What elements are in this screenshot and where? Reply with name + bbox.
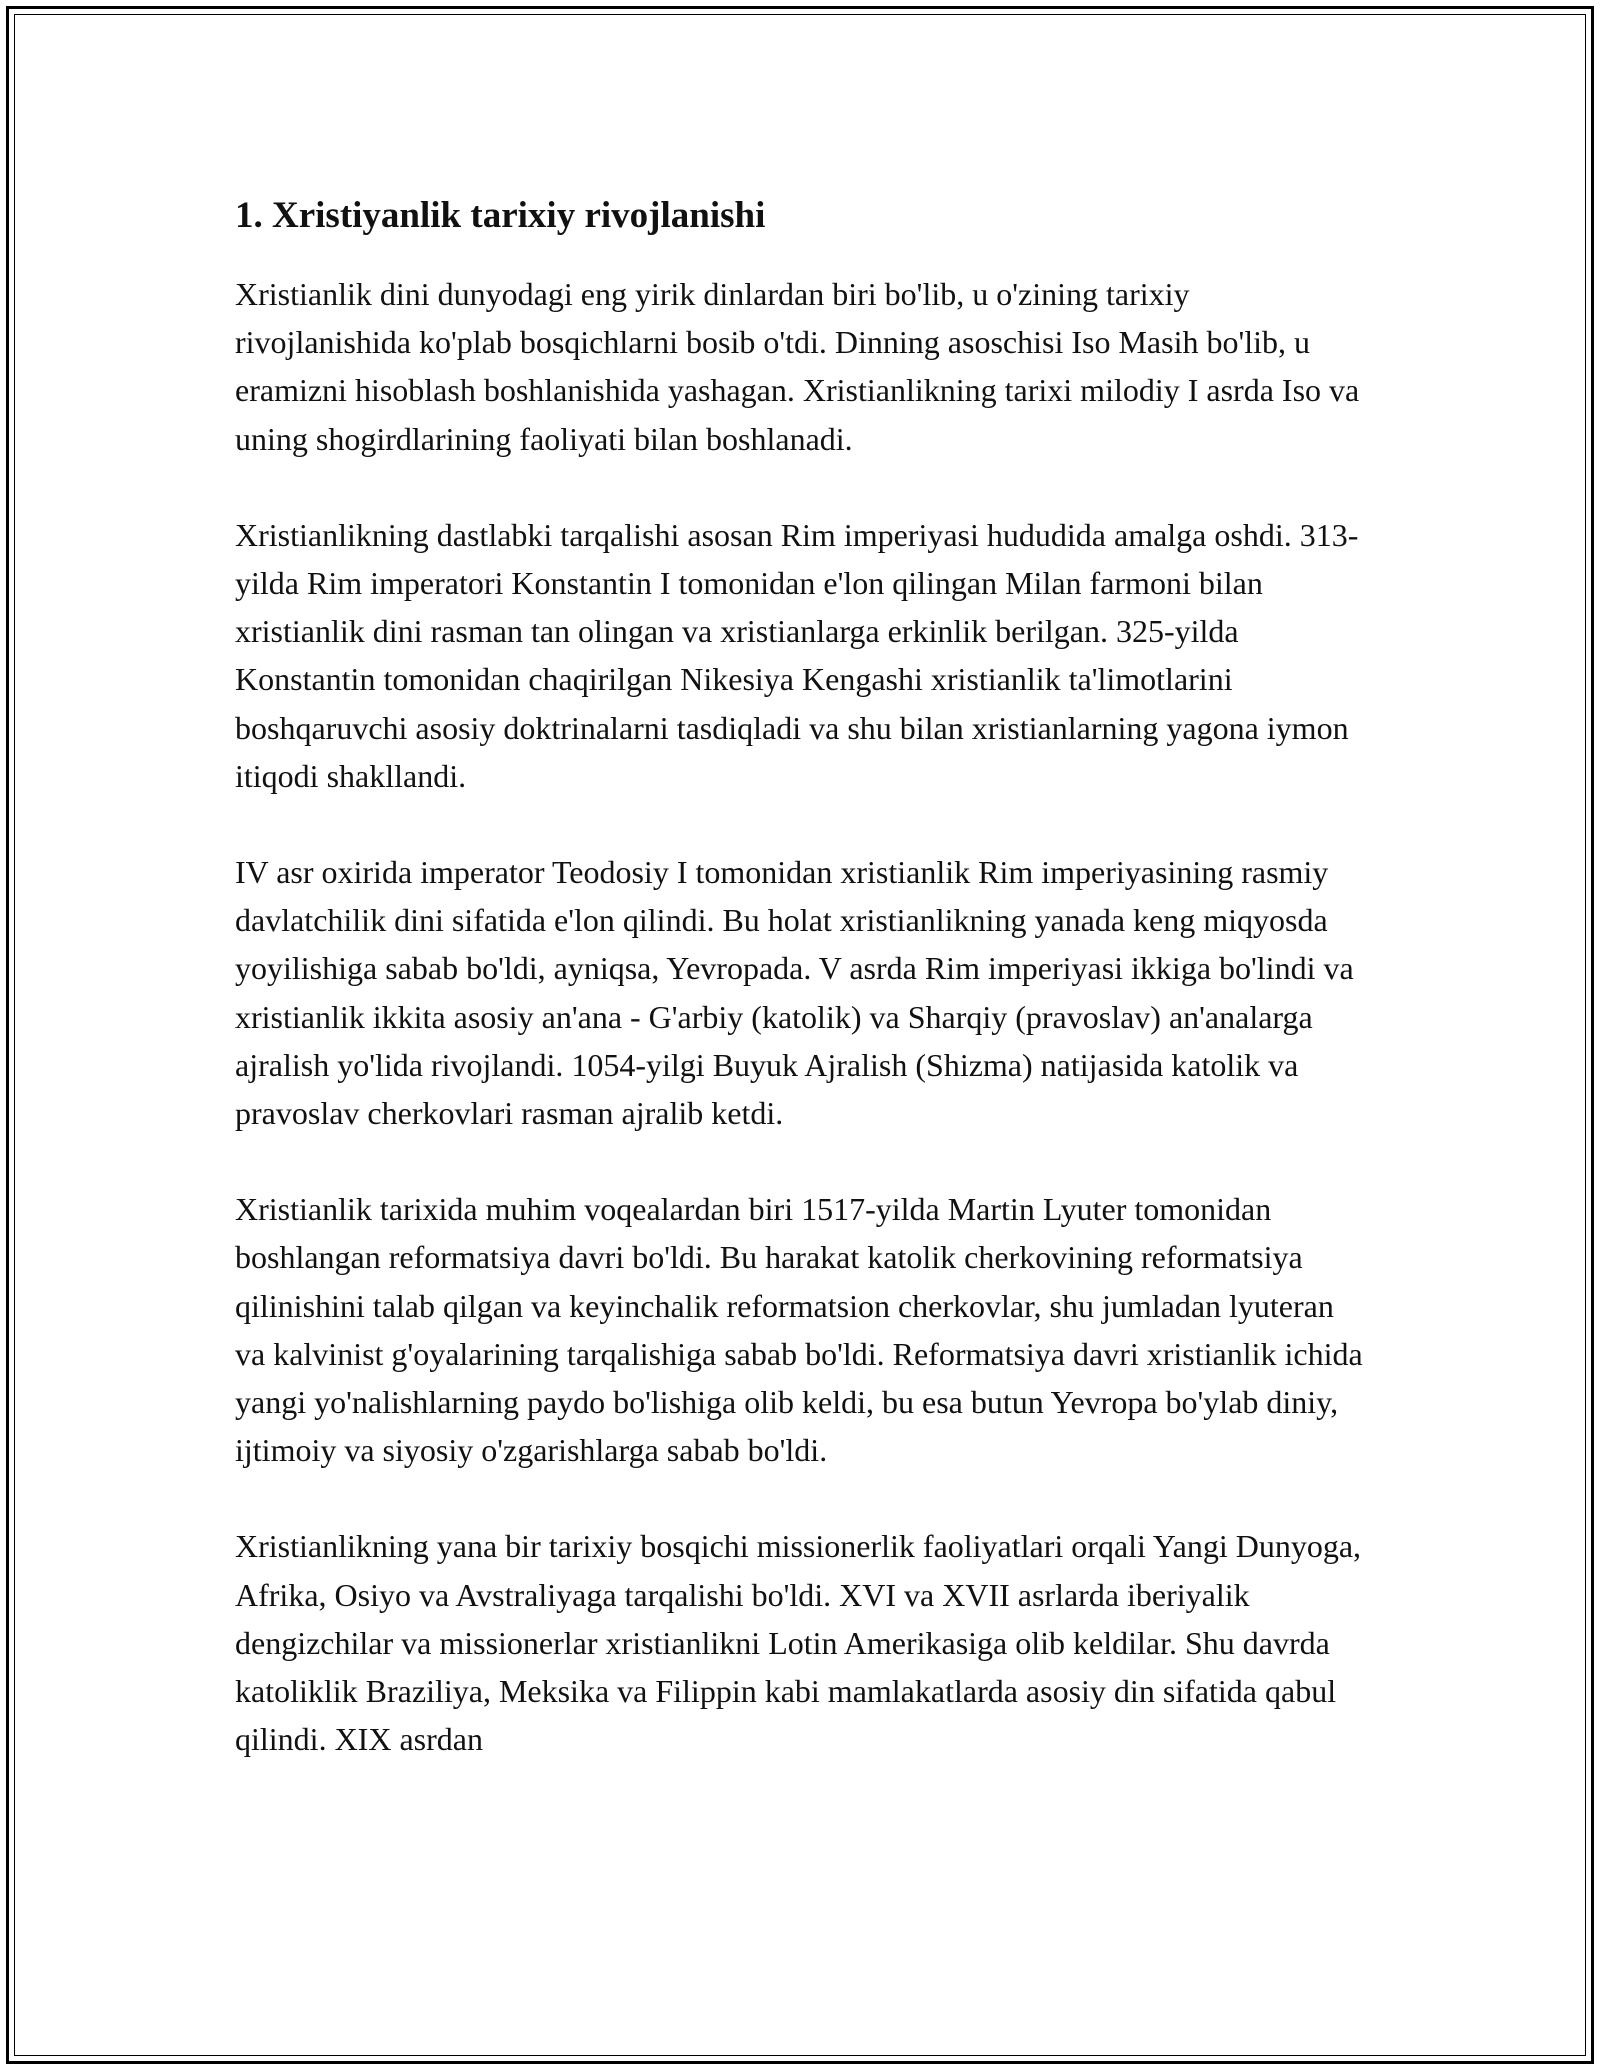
paragraph-1: Xristianlik dini dunyodagi eng yirik dinlardan biri bo'lib, u o'zining tarixiy rivojlanishida ko'plab bosqichlarni bosib o'tdi. Dinning asoschisi Iso Masih bo'lib, u eramizni hisoblash boshlanishida yashagan. Xristianlikning tarixi milodiy I asrda Iso va uning shogirdlarining faoliyati bilan boshlanadi. xyxy=(235,276,1360,457)
section-heading: 1. Xristiyanlik tarixiy rivojlanishi xyxy=(235,195,766,236)
paragraph-4: Xristianlik tarixida muhim voqealardan biri 1517-yilda Martin Lyuter tomonidan boshlangan reformatsiya davri bo'ldi. Bu harakat katolik cherkovining reformatsiya qilinishini talab qilgan va keyinchalik reformatsion cherkovlar, shu jumladan lyuteran va kalvinist g'oyalarining tarqalishiga sabab bo'ldi. Reformatsiya davri xristianlik ichida yangi yo'nalishlarning paydo bo'lishiga olib keldi, bu esa butun Yevropa bo'ylab diniy, ijtimoiy va siyosiy o'zgarishlarga sabab bo'ldi. xyxy=(235,1191,1363,1469)
paragraph-2: Xristianlikning dastlabki tarqalishi asosan Rim imperiyasi hududida amalga oshdi. 313-yilda Rim imperatori Konstantin I tomonidan e'lon qilingan Milan farmoni bilan xristianlik dini rasman tan olingan va xristianlarga erkinlik berilgan. 325-yilda Konstantin tomonidan chaqirilgan Nikesiya Kengashi xristianlik ta'limotlarini boshqaruvchi asosiy doktrinalarni tasdiqladi va shu bilan xristianlarning yagona iymon itiqodi shakllandi. xyxy=(235,516,1359,794)
paragraph-5: Xristianlikning yana bir tarixiy bosqichi missionerlik faoliyatlari orqali Yangi Dunyoga, Afrika, Osiyo va Avstraliyaga tarqalishi bo'ldi. XVI va XVII asrlarda iberiyalik dengizchilar va missionerlar xristianlikni Lotin Amerikasiga olib keldilar. Shu davrda katoliklik Braziliya, Meksika va Filippin kabi mamlakatlarda asosiy din sifatida qabul qilindi. XIX asrdan xyxy=(235,1528,1362,1758)
document-body xyxy=(235,190,1365,1763)
paragraph-3: IV asr oxirida imperator Teodosiy I tomonidan xristianlik Rim imperiyasining rasmiy davlatchilik dini sifatida e'lon qilindi. Bu holat xristianlikning yanada keng miqyosda yoyilishiga sabab bo'ldi, ayniqsa, Yevropada. V asrda Rim imperiyasi ikkiga bo'lindi va xristianlik ikkita asosiy an'ana - G'arbiy (katolik) va Sharqiy (pravoslav) an'analarga ajralish yo'lida rivojlandi. 1054-yilgi Buyuk Ajralish (Shizma) natijasida katolik va pravoslav cherkovlari rasman ajralib ketdi. xyxy=(235,854,1354,1132)
